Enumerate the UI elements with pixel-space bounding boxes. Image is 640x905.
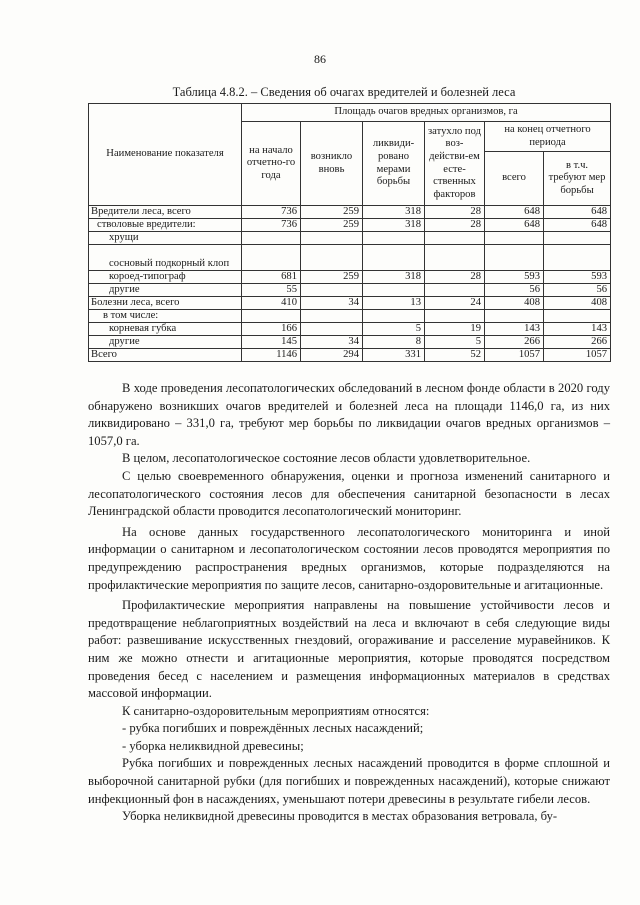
table-cell: 648	[485, 219, 544, 232]
table-row	[89, 271, 611, 284]
table-cell	[363, 284, 425, 297]
header-start-of-year: на начало отчетно-го года	[242, 122, 301, 206]
table-cell: 1057	[544, 349, 611, 362]
table-cell: 55	[242, 284, 301, 297]
table-cell	[301, 310, 363, 323]
table-cell: 13	[363, 297, 425, 310]
table-cell	[363, 310, 425, 323]
table-cell: 681	[242, 271, 301, 284]
header-natural-decline: затухло под воз-действи-ем есте-ственных факторов	[425, 122, 485, 206]
row-label: другие	[89, 336, 242, 349]
table-cell: 56	[485, 284, 544, 297]
table-cell	[425, 310, 485, 323]
table-cell	[425, 232, 485, 245]
table-cell: 318	[363, 271, 425, 284]
table-row	[89, 310, 611, 323]
table-cell: 34	[301, 297, 363, 310]
table-row	[89, 336, 611, 349]
header-area-group: Площадь очагов вредных организмов, га	[242, 104, 611, 122]
table-cell	[363, 245, 425, 271]
table-row	[89, 206, 611, 219]
table-cell: 259	[301, 219, 363, 232]
table-cell: 34	[301, 336, 363, 349]
header-liquidated: ликвиди-ровано мерами борьбы	[363, 122, 425, 206]
table-row	[89, 349, 611, 362]
table-cell	[485, 310, 544, 323]
table-cell	[544, 245, 611, 271]
row-label: короед-типограф	[89, 271, 242, 284]
table-row	[89, 245, 611, 271]
table-cell: 145	[242, 336, 301, 349]
paragraph: Уборка неликвидной древесины проводится в местах образования ветровала, бу-	[122, 809, 558, 824]
paragraph: С целью своевременного обнаружения, оценки и прогноза изменений санитарного и лесопатологического состояния лесов для обеспечения санитарной безопасности в лесах Ленинградской области проводится лесопатологический мониторинг.	[88, 468, 610, 519]
table-cell: 19	[425, 323, 485, 336]
table-cell: 166	[242, 323, 301, 336]
header-new: возникло вновь	[301, 122, 363, 206]
header-end-need-control: в т.ч. требуют мер борьбы	[544, 152, 611, 206]
table-cell: 736	[242, 206, 301, 219]
table-cell	[242, 232, 301, 245]
table-cell: 28	[425, 219, 485, 232]
table-cell: 648	[544, 219, 611, 232]
table-cell: 1057	[485, 349, 544, 362]
paragraph: К санитарно-оздоровительным мероприятиям относятся:	[122, 703, 430, 718]
list-item: - рубка погибших и повреждённых лесных насаждений;	[122, 721, 424, 736]
row-label: другие	[89, 284, 242, 297]
table-cell: 318	[363, 206, 425, 219]
table-cell	[485, 245, 544, 271]
table-cell: 648	[544, 206, 611, 219]
table-cell: 259	[301, 271, 363, 284]
table-cell	[301, 323, 363, 336]
table-cell	[544, 232, 611, 245]
row-label: в том числе:	[89, 310, 242, 323]
table-cell	[301, 245, 363, 271]
row-label: корневая губка	[89, 323, 242, 336]
list-item: - уборка неликвидной древесины;	[122, 738, 304, 753]
row-label: Всего	[89, 349, 242, 362]
table-cell: 5	[363, 323, 425, 336]
table-cell	[425, 245, 485, 271]
pest-disease-table	[88, 103, 611, 362]
paragraph: Профилактические мероприятия направлены на повышение устойчивости лесов и предотвращение неблагоприятных воздействий на леса и включают в себя следующие виды работ: развешивание искусственных гнездовий, огораживание и расселение муравейников. К ним же можно отнести и агитационные мероприятия, которые проводятся посредством проведения бесед с населением и размещения информационных материалов в средствах массовой информации.	[88, 598, 610, 701]
table-cell: 648	[485, 206, 544, 219]
table-cell: 28	[425, 206, 485, 219]
page-number: 86	[314, 52, 326, 66]
table-cell: 5	[425, 336, 485, 349]
table-cell: 1146	[242, 349, 301, 362]
table-cell	[485, 232, 544, 245]
table-row	[89, 297, 611, 310]
table-cell: 408	[485, 297, 544, 310]
table-cell: 266	[485, 336, 544, 349]
row-label: Вредители леса, всего	[89, 206, 242, 219]
table-cell: 8	[363, 336, 425, 349]
table-cell: 56	[544, 284, 611, 297]
table-row	[89, 219, 611, 232]
table-cell: 143	[485, 323, 544, 336]
table-cell	[425, 284, 485, 297]
table-cell: 331	[363, 349, 425, 362]
table-cell: 408	[544, 297, 611, 310]
table-cell: 593	[544, 271, 611, 284]
table-row	[89, 284, 611, 297]
row-label: стволовые вредители:	[89, 219, 242, 232]
row-label: сосновый подкорный клоп	[89, 245, 242, 271]
table-cell	[242, 245, 301, 271]
paragraph: В ходе проведения лесопатологических обследований в лесном фонде области в 2020 году обнаружено возникших очагов вредителей и болезней леса на площади 1146,0 га, из них ликвидировано – 331,0 га, требуют мер борьбы по ликвидации очагов вредных организмов – 1057,0 га.	[88, 381, 610, 448]
table-cell: 259	[301, 206, 363, 219]
table-cell: 266	[544, 336, 611, 349]
table-cell: 52	[425, 349, 485, 362]
body-text	[88, 380, 610, 826]
table-cell: 294	[301, 349, 363, 362]
row-label: Болезни леса, всего	[89, 297, 242, 310]
table-caption: Таблица 4.8.2. – Сведения об очагах вредителей и болезней леса	[172, 85, 516, 99]
header-end-of-period: на конец отчетного периода	[485, 122, 611, 152]
table-cell: 143	[544, 323, 611, 336]
table-cell: 318	[363, 219, 425, 232]
paragraph: Рубка погибших и поврежденных лесных насаждений проводится в форме сплошной и выборочной санитарной рубки (для погибших и поврежденных насаждений), которые снижают инфекционный фон в насаждениях, уменьшают потери древесины в результате гибели лесов.	[88, 756, 610, 806]
table-cell: 410	[242, 297, 301, 310]
paragraph: В целом, лесопатологическое состояние лесов области удовлетворительное.	[122, 451, 531, 466]
table-cell: 736	[242, 219, 301, 232]
table-cell	[301, 284, 363, 297]
header-end-total: всего	[485, 152, 544, 206]
table-row	[89, 232, 611, 245]
table-cell: 28	[425, 271, 485, 284]
table-cell	[301, 232, 363, 245]
table-cell: 593	[485, 271, 544, 284]
table-cell	[363, 232, 425, 245]
table-cell: 24	[425, 297, 485, 310]
row-label: хрущи	[89, 232, 242, 245]
paragraph: На основе данных государственного лесопатологического мониторинга и иной информации о санитарном и лесопатологическом состоянии лесов проводятся мероприятия по предупреждению распространения вредных организмов, которые подразделяются на профилактические мероприятия по защите лесов, санитарно-оздоровительные и агитационные.	[88, 524, 610, 592]
table-row	[89, 323, 611, 336]
table-cell	[242, 310, 301, 323]
header-name-column: Наименование показателя	[89, 104, 242, 206]
table-cell	[544, 310, 611, 323]
